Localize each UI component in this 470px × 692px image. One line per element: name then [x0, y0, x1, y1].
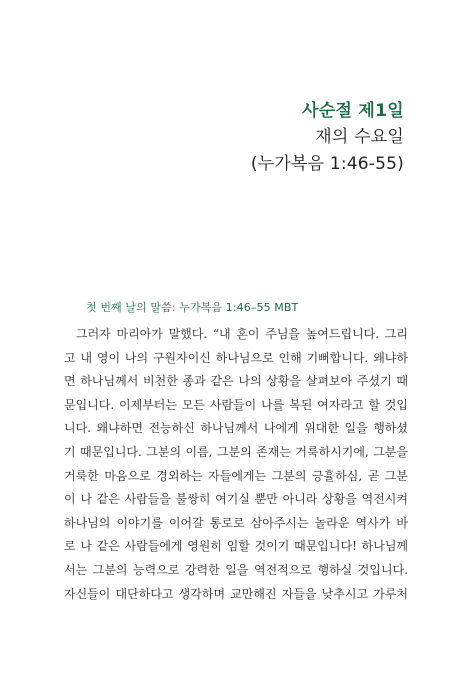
body-line: 자신들이 대단하다고 생각하며 교만해진 자들을 낮추시고 가루처 [64, 586, 408, 601]
body-line: 서는 그분의 능력으로 강력한 일을 역전적으로 행하실 것입니다. [64, 562, 408, 577]
body-line: 하나님의 이야기를 이어갈 통로로 삼아주시는 놀라운 역사가 바 [64, 515, 408, 530]
body-line: 거룩한 마음으로 경외하는 자들에게는 그분의 긍휼하심, 곧 그분 [64, 468, 408, 483]
chapter-heading [251, 98, 404, 178]
chapter-reference: (누가복음 1:46-55) [250, 154, 404, 174]
body-line: 문입니다. 이제부터는 모든 사람들이 나를 복된 여자라고 할 것입 [64, 397, 408, 412]
body-paragraph [64, 323, 408, 606]
chapter-day: 재의 수요일 [315, 127, 404, 147]
body-line: 로 나 같은 사람들에게 영원히 임할 것이기 때문입니다! 하나님께 [64, 539, 408, 554]
body-line: 고 내 영이 나의 구원자이신 하나님으로 인해 기뻐합니다. 왜냐하 [64, 350, 408, 365]
chapter-title: 사순절 제1일 [302, 101, 404, 121]
body-line: 그러자 마리아가 말했다. “내 혼이 주님을 높여드립니다. 그리 [76, 327, 408, 341]
body-line: 기 때문입니다. 그분의 이름, 그분의 존재는 거룩하시기에, 그분을 [64, 444, 408, 459]
body-line: 이 나 같은 사람들을 불쌍히 여기실 뿐만 아니라 상황을 역전시켜 [64, 492, 408, 507]
scripture-label: 첫 번째 날의 말씀: 누가복음 1:46–55 MBT [86, 301, 299, 314]
body-line: 면 하나님께서 비천한 종과 같은 나의 상황을 살펴보아 주셨기 때 [64, 374, 408, 389]
body-line: 니다. 왜냐하면 전능하신 하나님께서 나에게 위대한 일을 행하셨 [64, 421, 408, 436]
